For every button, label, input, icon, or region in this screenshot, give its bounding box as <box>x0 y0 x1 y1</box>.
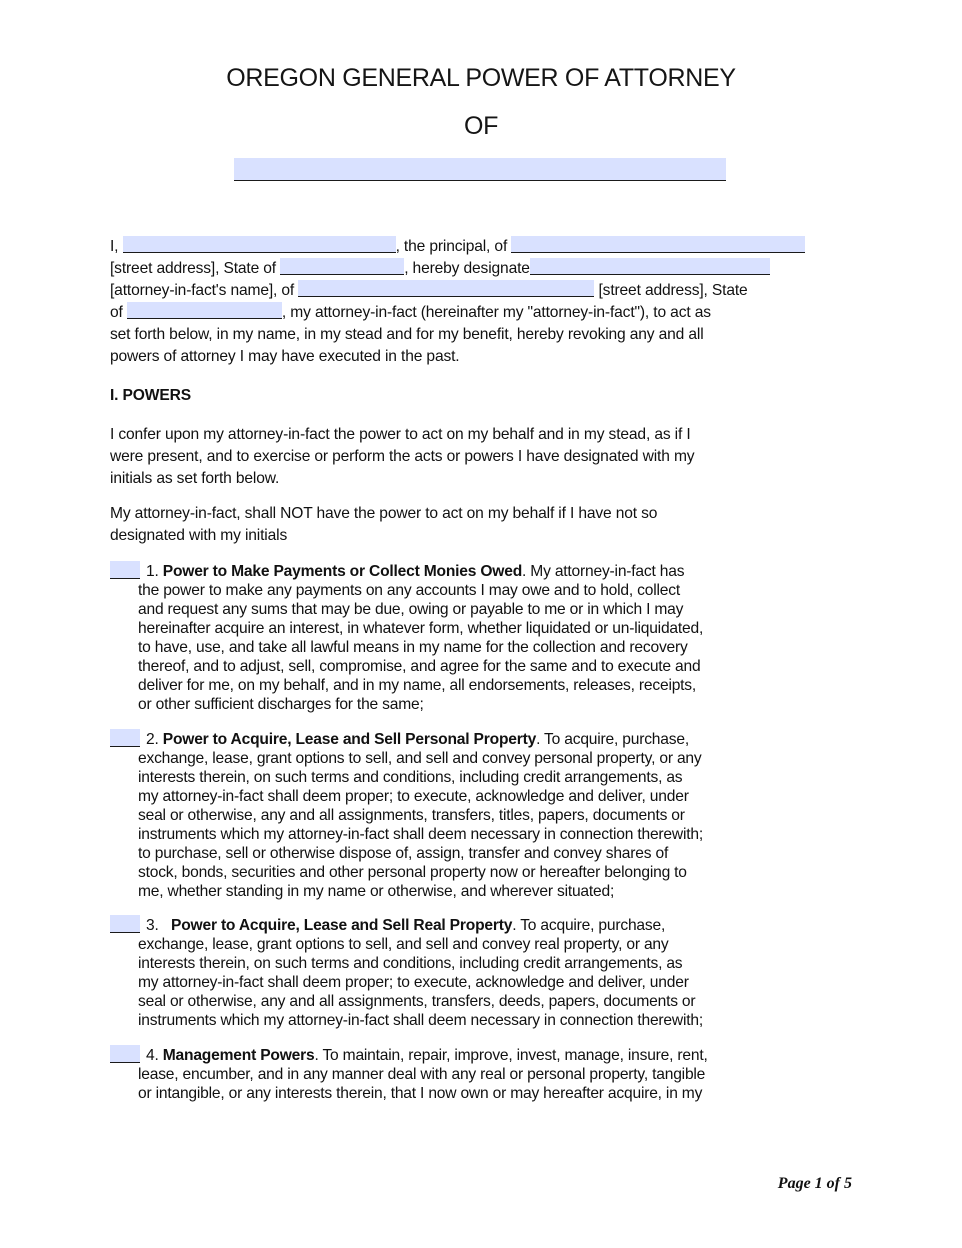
principal-state-field[interactable] <box>280 258 404 275</box>
initials-field[interactable] <box>110 915 140 933</box>
initials-field[interactable] <box>110 561 140 579</box>
principal-name-title-field-wrap <box>234 158 726 184</box>
intro-text: [street address], State <box>598 282 748 299</box>
item-line: instruments which my attorney-in-fact shall deem necessary in connection therewith; <box>138 826 703 843</box>
item-line: my attorney-in-fact shall deem proper; to execute, acknowledge and deliver, under <box>138 974 689 991</box>
intro-text: of <box>110 304 123 321</box>
intro-text: powers of attorney I may have executed in the past. <box>110 348 460 365</box>
item-line: seal or otherwise, any and all assignments, transfers, titles, papers, documents or <box>138 807 685 824</box>
item-line: me, whether standing in my name or otherwise, and wherever situated; <box>138 883 615 900</box>
attorney-state-field[interactable] <box>127 302 282 319</box>
power-item-3 <box>110 915 855 1030</box>
item-number: 3. <box>146 917 159 934</box>
item-line: exchange, lease, grant options to sell, and sell and convey real property, or any <box>138 936 669 953</box>
item-title: Power to Acquire, Lease and Sell Personal Property <box>162 731 537 748</box>
section-heading: I. POWERS <box>110 387 191 404</box>
principal-name-field[interactable] <box>123 236 396 253</box>
item-line: my attorney-in-fact shall deem proper; to execute, acknowledge and deliver, under <box>138 788 689 805</box>
item-line: stock, bonds, securities and other personal property now or hereafter belonging to <box>138 864 687 881</box>
item-lead-text: . My attorney-in-fact has <box>522 563 685 580</box>
item-line: exchange, lease, grant options to sell, and sell and convey personal property, or any <box>138 750 702 767</box>
item-line: to have, use, and take all lawful means in my name for the collection and recovery <box>138 639 688 656</box>
initials-paragraph <box>110 503 855 547</box>
item-line: and request any sums that may be due, owing or payable to me or in which I may <box>138 601 684 618</box>
item-line: instruments which my attorney-in-fact shall deem necessary in connection therewith; <box>138 1012 703 1029</box>
paragraph-line: I confer upon my attorney-in-fact the power to act on my behalf and in my stead, as if I <box>110 426 691 443</box>
power-item-2 <box>110 729 855 901</box>
item-line: thereof, and to adjust, sell, compromise, and agree for the same and to execute and <box>138 658 701 675</box>
item-title: Power to Make Payments or Collect Monies Owed <box>162 563 523 580</box>
principal-name-title-field[interactable] <box>234 158 726 181</box>
intro-text: [attorney-in-fact's name], of <box>110 282 295 299</box>
intro-text: , the principal, of <box>395 238 508 255</box>
intro-text: , my attorney-in-fact (hereinafter my "attorney-in-fact"), to act as <box>281 304 711 321</box>
item-number: 2. <box>146 731 159 748</box>
item-line: or intangible, or any interests therein, that I now own or may hereafter acquire, in my <box>138 1085 703 1102</box>
power-item-1 <box>110 561 855 714</box>
document-title: OREGON GENERAL POWER OF ATTORNEY <box>226 64 736 92</box>
principal-address-field[interactable] <box>511 236 805 253</box>
item-lead-text: . To acquire, purchase, <box>512 917 666 934</box>
intro-text: [street address], State of <box>110 260 276 277</box>
item-line: or other sufficient discharges for the same; <box>138 696 424 713</box>
item-lead-text: . To acquire, purchase, <box>536 731 689 748</box>
attorney-address-field[interactable] <box>298 280 594 297</box>
item-line: deliver for me, on my behalf, and in my name, all endorsements, releases, receipts, <box>138 677 697 694</box>
powers-paragraph <box>110 424 855 490</box>
attorney-name-field[interactable] <box>530 258 770 275</box>
page-number: Page 1 of 5 <box>777 1175 852 1192</box>
item-line: the power to make any payments on any accounts I may owe and to hold, collect <box>138 582 680 599</box>
paragraph-line: were present, and to exercise or perform the acts or powers I have designated with my <box>110 448 695 465</box>
item-line: seal or otherwise, any and all assignments, transfers, deeds, papers, documents or <box>138 993 696 1010</box>
item-line: lease, encumber, and in any manner deal with any real or personal property, tangible <box>138 1066 706 1083</box>
intro-text: set forth below, in my name, in my stead and for my benefit, hereby revoking any and all <box>110 326 704 343</box>
intro-text: I, <box>110 238 119 255</box>
paragraph-line: initials as set forth below. <box>110 470 280 487</box>
item-line: hereinafter acquire an interest, in whatever form, whether liquidated or un-liquidated, <box>138 620 704 637</box>
item-number: 1. <box>146 563 159 580</box>
item-number: 4. <box>146 1047 159 1064</box>
item-title: Management Powers <box>162 1047 315 1064</box>
initials-field[interactable] <box>110 1045 140 1063</box>
paragraph-line: designated with my initials <box>110 527 288 544</box>
item-title: Power to Acquire, Lease and Sell Real Property <box>171 917 513 934</box>
intro-paragraph <box>110 236 855 368</box>
item-line: interests therein, on such terms and conditions, including credit arrangements, as <box>138 769 683 786</box>
item-line: interests therein, on such terms and conditions, including credit arrangements, as <box>138 955 683 972</box>
initials-field[interactable] <box>110 729 140 747</box>
paragraph-line: My attorney-in-fact, shall NOT have the power to act on my behalf if I have not so <box>110 505 658 522</box>
power-item-4 <box>110 1045 855 1103</box>
item-line: to purchase, sell or otherwise dispose of, assign, transfer and convey shares of <box>138 845 669 862</box>
item-lead-text: . To maintain, repair, improve, invest, manage, insure, rent, <box>314 1047 708 1064</box>
document-title-of: OF <box>463 112 499 140</box>
intro-text: , hereby designate <box>404 260 530 277</box>
